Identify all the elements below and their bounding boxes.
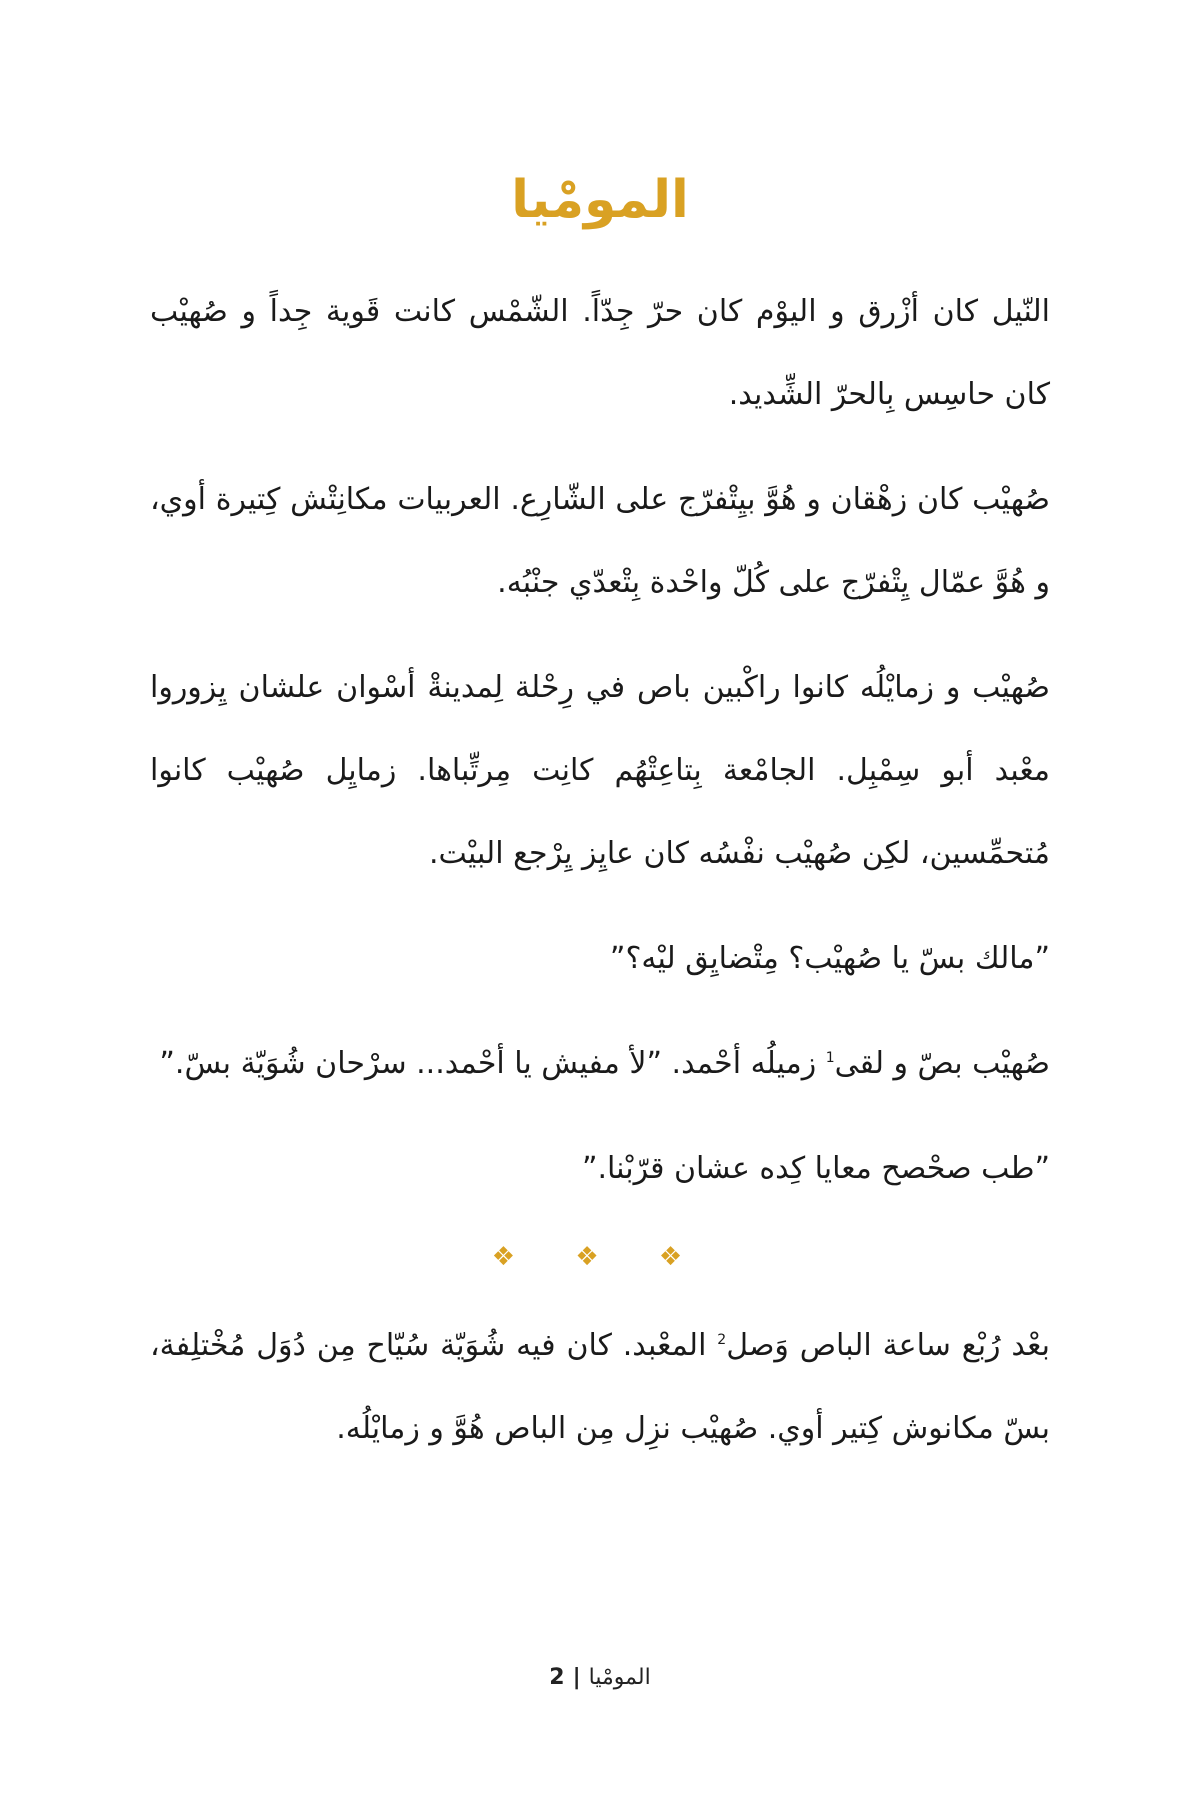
dialogue-line: ”مالك بسّ يا صُهيْب؟ مِتْضايِق ليْه؟” [609, 941, 1050, 976]
paragraph-text: زميلُه أحْمد. ”لأ مفيش يا أحْمد... سرْحان شُوَيّة بسّ.” [159, 1046, 826, 1081]
paragraph-text: بعْد رُبْع ساعة الباص وَصل [726, 1328, 1050, 1363]
paragraph [150, 1304, 1050, 1470]
section-divider-ornament: ❖ ❖ ❖ [491, 1242, 709, 1272]
paragraph-text: المعْبد. كان فيه شُوَيّة سُيّاح مِن دُوَل مُخْتلِفة، بسّ مكانوش كِتير أوي. صُهيْب نزِل مِن الباص هُوَّ و زمايْلُه. [150, 1328, 1050, 1446]
footer-separator: | [572, 1665, 581, 1690]
page-footer [150, 1665, 1050, 1690]
paragraph: صُهيْب و زمايْلُه كانوا راكْبين باص في رِحْلة لِمدينةْ أسْوان علشان يِزوروا معْبد أبو سِمْبِل. الجامْعة بِتاعِتْهُم كانِت مِرتِّباها. زمايِل صُهيْب كانوا مُتحمِّسين، لكِن صُهيْب نفْسُه كان عايِز يِرْجع البيْت. [150, 670, 1050, 871]
dialogue-line: ”طب صحْصح معايا كِده عشان قرّبْنا.” [581, 1151, 1050, 1186]
footnote-marker: 2 [717, 1332, 727, 1348]
paragraph [150, 1022, 1050, 1105]
paragraph: صُهيْب كان زهْقان و هُوَّ بيِتْفرّج على الشّارِع. العربيات مكانِتْش كِتيرة أوي، و هُوَّ عمّال يِتْفرّج على كُلّ واحْدة بِتْعدّي جنْبُه. [150, 482, 1050, 600]
document-page [150, 0, 1050, 1800]
story-body [150, 270, 1050, 1492]
page-title: المومْيا [511, 170, 689, 230]
paragraph-text: صُهيْب بصّ و لقى [834, 1046, 1050, 1081]
page-number: 2 [549, 1665, 565, 1690]
paragraph: النّيل كان أزْرق و اليوْم كان حرّ جِدّاً. الشّمْس كانت قَوية جِداً و صُهيْب كان حاسِس بِالحرّ الشِّديد. [150, 294, 1050, 412]
footnote-marker: 1 [825, 1050, 835, 1066]
footer-title: المومْيا [588, 1665, 651, 1690]
